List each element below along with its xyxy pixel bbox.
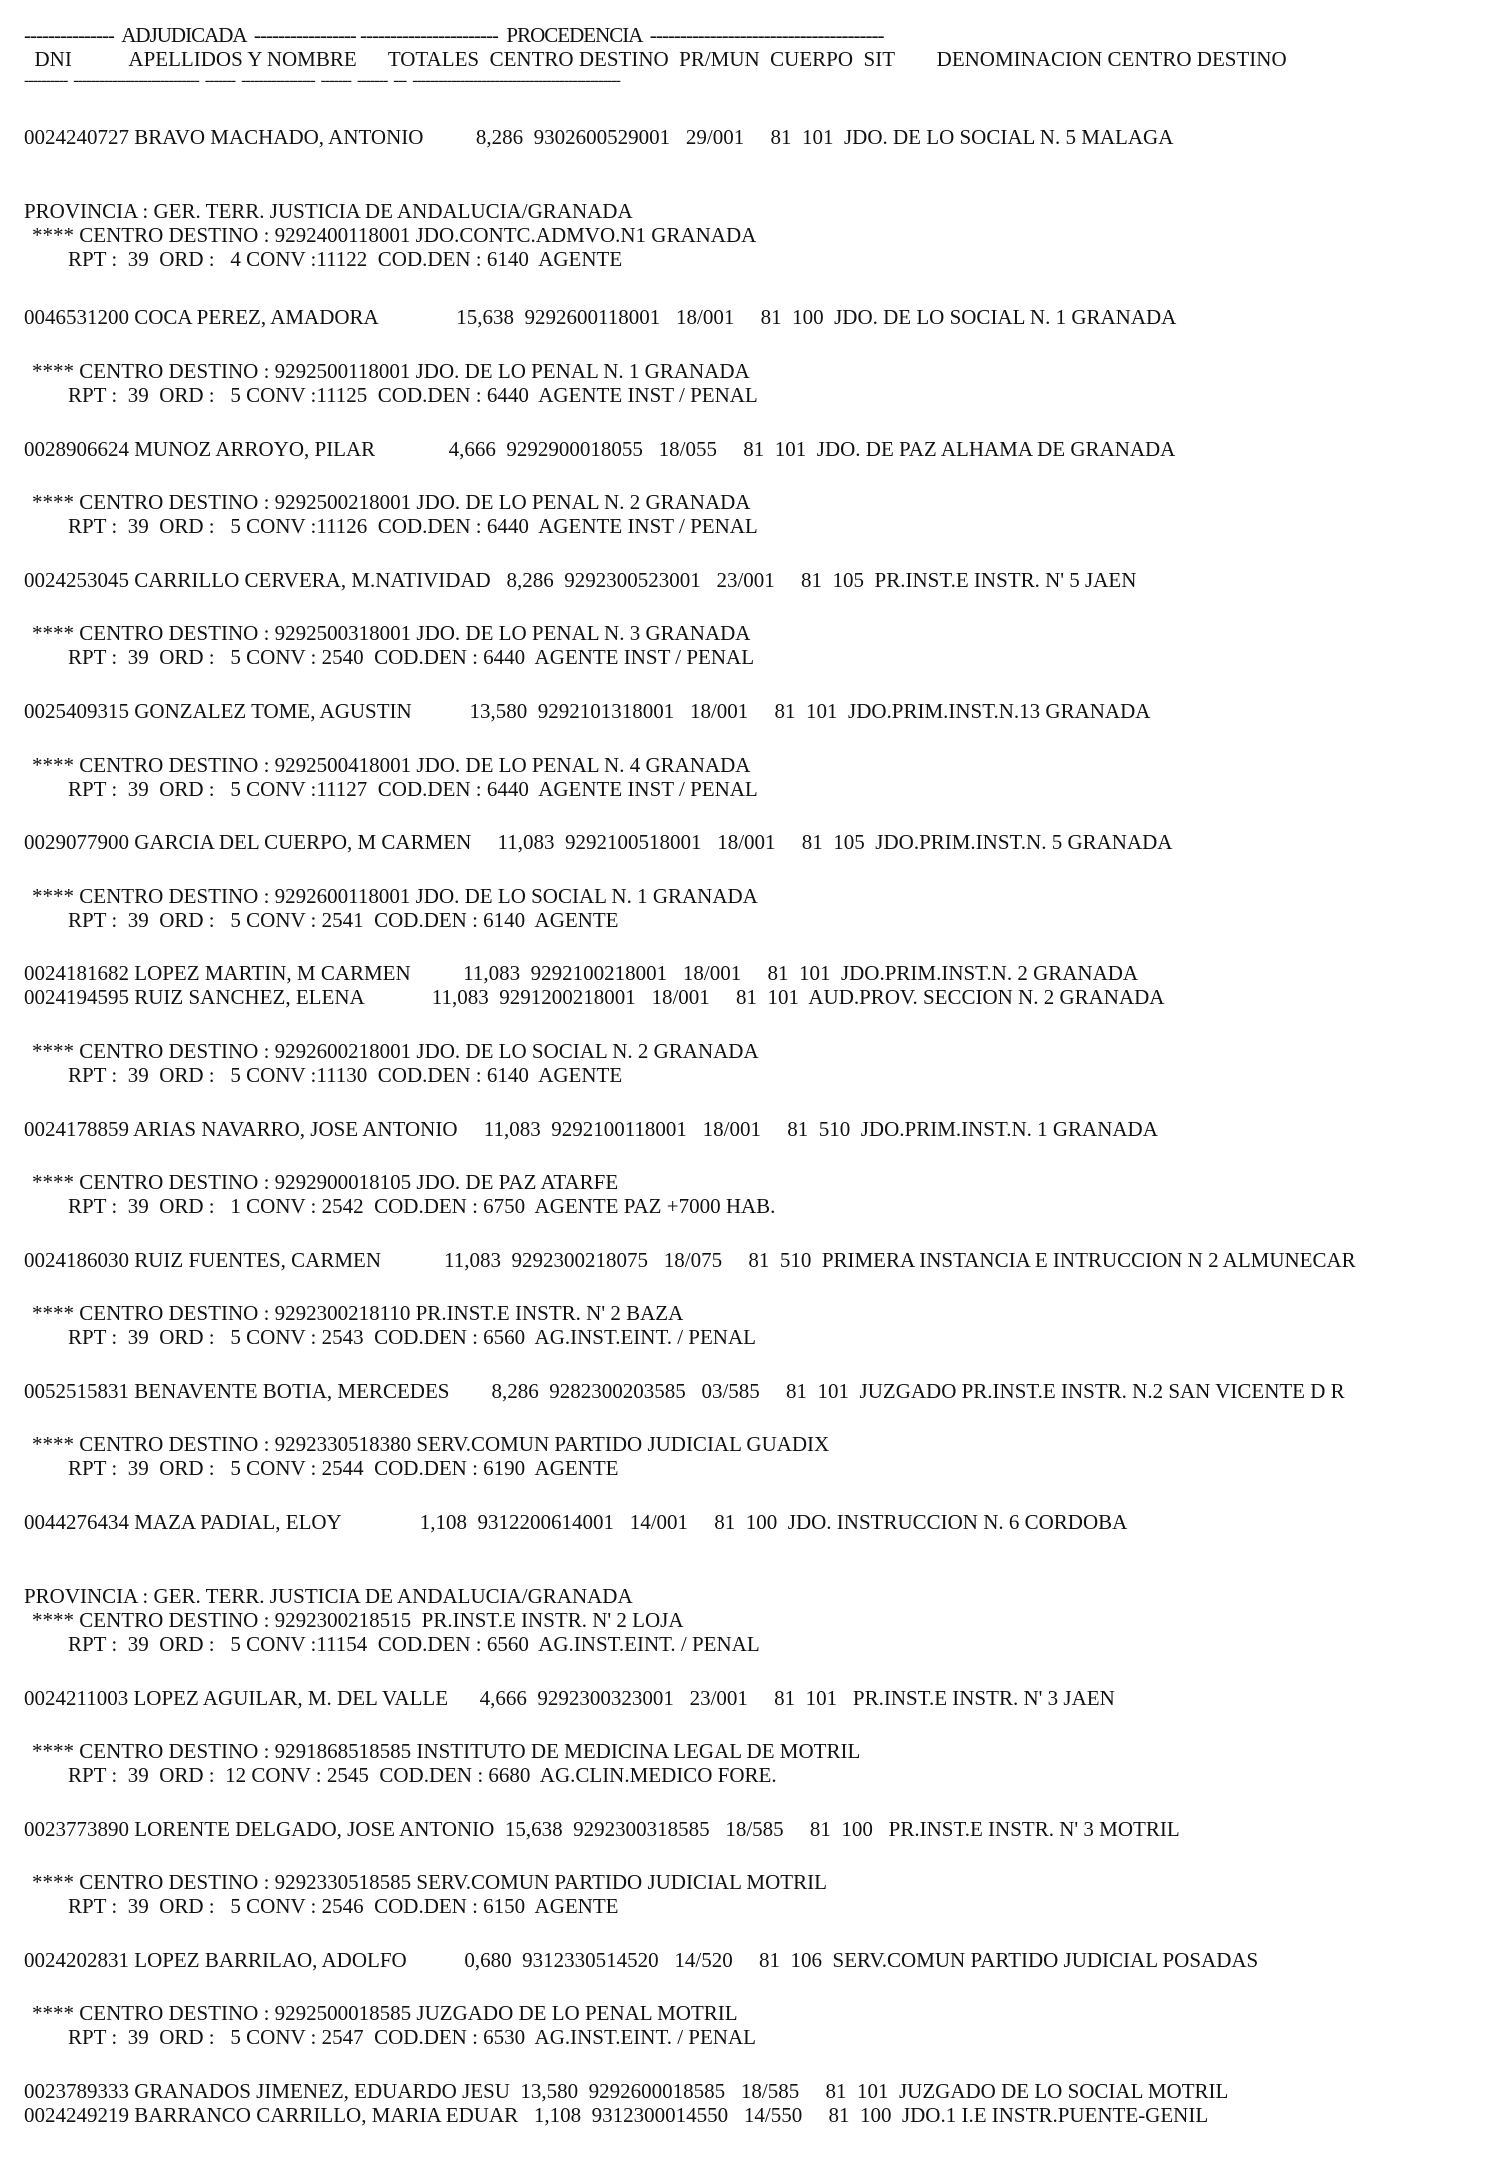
centro-destino-line: **** CENTRO DESTINO : 9292330518585 SERV.COMUN PARTIDO JUDICIAL MOTRIL — [32, 1870, 827, 1894]
provincia-line: PROVINCIA : GER. TERR. JUSTICIA DE ANDALUCIA/GRANADA — [24, 199, 633, 223]
record-line: 0029077900 GARCIA DEL CUERPO, M CARMEN 11,083 9292100518001 18/001 81 105 JDO.PRIM.INST.N. 5 GRANADA — [24, 830, 1173, 854]
rpt-line: RPT : 39 ORD : 12 CONV : 2545 COD.DEN : 6680 AG.CLIN.MEDICO FORE. — [68, 1763, 777, 1787]
header-columns: DNI APELLIDOS Y NOMBRE TOTALES CENTRO DESTINO PR/MUN CUERPO SIT DENOMINACION CENTRO DESTINO — [24, 47, 1287, 71]
record-line: 0024178859 ARIAS NAVARRO, JOSE ANTONIO 11,083 9292100118001 18/001 81 510 JDO.PRIM.INST.N. 1 GRANADA — [24, 1117, 1158, 1141]
record-line: 0024181682 LOPEZ MARTIN, M CARMEN 11,083 9292100218001 18/001 81 101 JDO.PRIM.INST.N. 2 GRANADA — [24, 961, 1139, 985]
centro-destino-line: **** CENTRO DESTINO : 9292500418001 JDO. DE LO PENAL N. 4 GRANADA — [32, 753, 751, 777]
rpt-line: RPT : 39 ORD : 5 CONV :11154 COD.DEN : 6560 AG.INST.EINT. / PENAL — [68, 1632, 760, 1656]
record-line: 0044276434 MAZA PADIAL, ELOY 1,108 9312200614001 14/001 81 100 JDO. INSTRUCCION N. 6 CORDOBA — [24, 1510, 1128, 1534]
rpt-line: RPT : 39 ORD : 5 CONV : 2541 COD.DEN : 6140 AGENTE — [68, 908, 619, 932]
provincia-line: PROVINCIA : GER. TERR. JUSTICIA DE ANDALUCIA/GRANADA — [24, 1584, 633, 1608]
rpt-line: RPT : 39 ORD : 5 CONV : 2546 COD.DEN : 6150 AGENTE — [68, 1894, 619, 1918]
record-line: 0024211003 LOPEZ AGUILAR, M. DEL VALLE 4,666 9292300323001 23/001 81 101 PR.INST.E INSTR. N' 3 JAEN — [24, 1686, 1115, 1710]
record-line: 0052515831 BENAVENTE BOTIA, MERCEDES 8,286 9282300203585 03/585 81 101 JUZGADO PR.INST.E INSTR. N.2 SAN VICENTE D R — [24, 1379, 1345, 1403]
centro-destino-line: **** CENTRO DESTINO : 9292300218110 PR.INST.E INSTR. N' 2 BAZA — [32, 1301, 684, 1325]
rpt-line: RPT : 39 ORD : 5 CONV : 2540 COD.DEN : 6440 AGENTE INST / PENAL — [68, 645, 755, 669]
rpt-line: RPT : 39 ORD : 5 CONV : 2543 COD.DEN : 6560 AG.INST.EINT. / PENAL — [68, 1325, 756, 1349]
centro-destino-line: **** CENTRO DESTINO : 9292600218001 JDO. DE LO SOCIAL N. 2 GRANADA — [32, 1039, 759, 1063]
rpt-line: RPT : 39 ORD : 5 CONV :11127 COD.DEN : 6440 AGENTE INST / PENAL — [68, 777, 758, 801]
record-line: 0023773890 LORENTE DELGADO, JOSE ANTONIO 15,638 9292300318585 18/585 81 100 PR.INST.E INSTR. N' 3 MOTRIL — [24, 1817, 1180, 1841]
record-line: 0028906624 MUNOZ ARROYO, PILAR 4,666 9292900018055 18/055 81 101 JDO. DE PAZ ALHAMA DE GRANADA — [24, 437, 1176, 461]
record-line: 0024202831 LOPEZ BARRILAO, ADOLFO 0,680 9312330514520 14/520 81 106 SERV.COMUN PARTIDO JUDICIAL POSADAS — [24, 1948, 1259, 1972]
centro-destino-line: **** CENTRO DESTINO : 9292600118001 JDO. DE LO SOCIAL N. 1 GRANADA — [32, 884, 758, 908]
centro-destino-line: **** CENTRO DESTINO : 9292500318001 JDO. DE LO PENAL N. 3 GRANADA — [32, 621, 751, 645]
rpt-line: RPT : 39 ORD : 1 CONV : 2542 COD.DEN : 6750 AGENTE PAZ +7000 HAB. — [68, 1194, 776, 1218]
centro-destino-line: **** CENTRO DESTINO : 9291868518585 INSTITUTO DE MEDICINA LEGAL DE MOTRIL — [32, 1739, 861, 1763]
rpt-line: RPT : 39 ORD : 4 CONV :11122 COD.DEN : 6140 AGENTE — [68, 247, 623, 271]
centro-destino-line: **** CENTRO DESTINO : 9292500018585 JUZGADO DE LO PENAL MOTRIL — [32, 2001, 738, 2025]
centro-destino-line: **** CENTRO DESTINO : 9292300218515 PR.INST.E INSTR. N' 2 LOJA — [32, 1608, 684, 1632]
rpt-line: RPT : 39 ORD : 5 CONV :11125 COD.DEN : 6440 AGENTE INST / PENAL — [68, 383, 758, 407]
record-line: 0024240727 BRAVO MACHADO, ANTONIO 8,286 9302600529001 29/001 81 101 JDO. DE LO SOCIAL N. 5 MALAGA — [24, 125, 1174, 149]
header-rule-top: --------------- ADJUDICADA ----------------- ----------------------- PROCEDENCIA --------------------------------------- — [24, 23, 884, 47]
rpt-line: RPT : 39 ORD : 5 CONV :11126 COD.DEN : 6440 AGENTE INST / PENAL — [68, 514, 758, 538]
rpt-line: RPT : 39 ORD : 5 CONV : 2547 COD.DEN : 6530 AG.INST.EINT. / PENAL — [68, 2025, 756, 2049]
rpt-line: RPT : 39 ORD : 5 CONV : 2544 COD.DEN : 6190 AGENTE — [68, 1456, 619, 1480]
record-line: 0046531200 COCA PEREZ, AMADORA 15,638 9292600118001 18/001 81 100 JDO. DE LO SOCIAL N. 1 GRANADA — [24, 305, 1177, 329]
record-line: 0024249219 BARRANCO CARRILLO, MARIA EDUAR 1,108 9312300014550 14/550 81 100 JDO.1 I.E INSTR.PUENTE-GENIL — [24, 2103, 1209, 2127]
record-line: 0024186030 RUIZ FUENTES, CARMEN 11,083 9292300218075 18/075 81 510 PRIMERA INSTANCIA E INTRUCCION N 2 ALMUNECAR — [24, 1248, 1356, 1272]
rpt-line: RPT : 39 ORD : 5 CONV :11130 COD.DEN : 6140 AGENTE — [68, 1063, 623, 1087]
centro-destino-line: **** CENTRO DESTINO : 9292500118001 JDO. DE LO PENAL N. 1 GRANADA — [32, 359, 750, 383]
record-line: 0023789333 GRANADOS JIMENEZ, EDUARDO JESU 13,580 9292600018585 18/585 81 101 JUZGADO DE LO SOCIAL MOTRIL — [24, 2079, 1229, 2103]
centro-destino-line: **** CENTRO DESTINO : 9292330518380 SERV.COMUN PARTIDO JUDICIAL GUADIX — [32, 1432, 830, 1456]
centro-destino-line: **** CENTRO DESTINO : 9292900018105 JDO. DE PAZ ATARFE — [32, 1170, 619, 1194]
centro-destino-line: **** CENTRO DESTINO : 9292500218001 JDO. DE LO PENAL N. 2 GRANADA — [32, 490, 751, 514]
record-line: 0024194595 RUIZ SANCHEZ, ELENA 11,083 9291200218001 18/001 81 101 AUD.PROV. SECCION N. 2 GRANADA — [24, 985, 1165, 1009]
record-line: 0025409315 GONZALEZ TOME, AGUSTIN 13,580 9292101318001 18/001 81 101 JDO.PRIM.INST.N.13 GRANADA — [24, 699, 1151, 723]
header-rule-bottom: ---------- ----------------------------- ------- ----------------- ------- ------- --- ------------------------------------------------ — [24, 72, 620, 89]
record-line: 0024253045 CARRILLO CERVERA, M.NATIVIDAD 8,286 9292300523001 23/001 81 105 PR.INST.E INSTR. N' 5 JAEN — [24, 568, 1137, 592]
centro-destino-line: **** CENTRO DESTINO : 9292400118001 JDO.CONTC.ADMVO.N1 GRANADA — [32, 223, 757, 247]
